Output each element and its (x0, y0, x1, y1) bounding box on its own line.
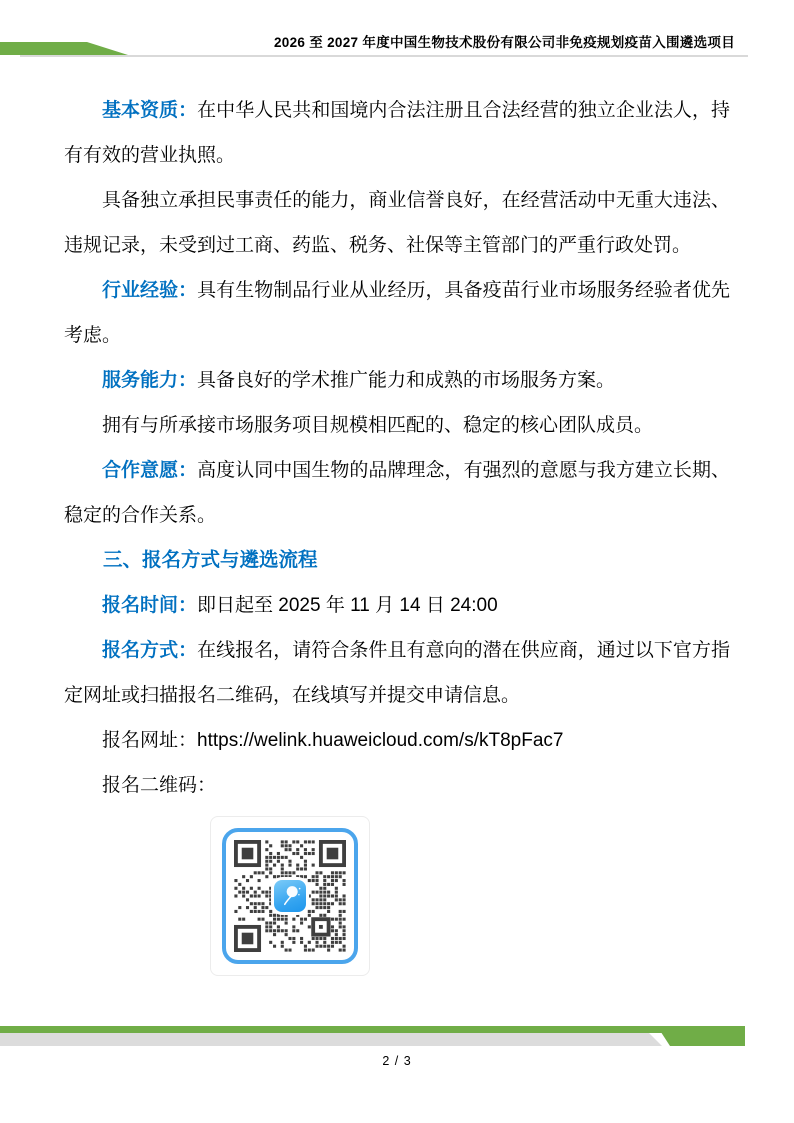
paragraph-text: 具备良好的学术推广能力和成熟的市场服务方案。 (197, 370, 616, 391)
paragraph-text: 具有生物制品行业从业经历，具备疫苗行业市场服务经验者优先考虑。 (64, 280, 730, 346)
header-rule (20, 55, 748, 57)
header-green-accent-shape (0, 42, 128, 55)
signup-url-label: 报名网址： (102, 730, 198, 751)
footer-green-block (653, 1026, 745, 1046)
section-heading-signup-process: 三、报名方式与遴选流程 (103, 549, 318, 571)
paragraph-label: 合作意愿： (102, 460, 198, 481)
paragraph-label: 服务能力： (102, 370, 198, 391)
paragraph-text: 具备独立承担民事责任的能力，商业信誉良好，在经营活动中无重大违法、违规记录，未受到过工商、药监、税务、社保等主管部门的严重行政处罚。 (64, 190, 730, 256)
paragraph-signup-url (64, 718, 730, 763)
paragraph-industry-experience (64, 268, 730, 358)
paragraph-label: 基本资质： (102, 100, 198, 121)
paragraph-signup-method (64, 628, 730, 718)
paragraph-text: 在线报名，请符合条件且有意向的潜在供应商，通过以下官方指定网址或扫描报名二维码，在线填写并提交申请信息。 (64, 640, 730, 706)
paragraph-service-capability (64, 358, 730, 403)
paragraph-qr-label (64, 763, 730, 808)
signup-qr-code (210, 816, 370, 976)
paragraph-civil-liability (64, 178, 730, 268)
footer-green-strip (0, 1026, 745, 1033)
paragraph-text: 即日起至 2025 年 11 月 14 日 24:00 (197, 595, 498, 616)
paragraph-basic-qualification (64, 88, 730, 178)
paragraph-text: 高度认同中国生物的品牌理念，有强烈的意愿与我方建立长期、稳定的合作关系。 (64, 460, 730, 526)
qr-blue-frame (222, 828, 358, 964)
page-number: 2 / 3 (382, 1054, 412, 1068)
header-title: 2026 至 2027 年度中国生物技术股份有限公司非免疫规划疫苗入围遴选项目 (273, 35, 735, 50)
document-body (64, 88, 730, 976)
signup-url-link[interactable]: https://welink.huaweicloud.com/s/kT8pFac7 (197, 730, 564, 751)
footer-gray-bar (0, 1033, 662, 1046)
welink-dandelion-icon (274, 880, 306, 912)
paragraph-signup-time (64, 583, 730, 628)
paragraph-core-team (64, 403, 730, 448)
paragraph-label: 报名方式： (102, 640, 198, 661)
paragraph-text: 拥有与所承接市场服务项目规模相匹配的、稳定的核心团队成员。 (102, 415, 654, 436)
paragraph-label: 行业经验： (102, 280, 198, 301)
paragraph-label: 报名时间： (102, 595, 198, 616)
paragraph-cooperation-willingness (64, 448, 730, 538)
qr-label: 报名二维码： (102, 775, 217, 796)
paragraph-text: 在中华人民共和国境内合法注册且合法经营的独立企业法人，持有有效的营业执照。 (64, 100, 730, 166)
